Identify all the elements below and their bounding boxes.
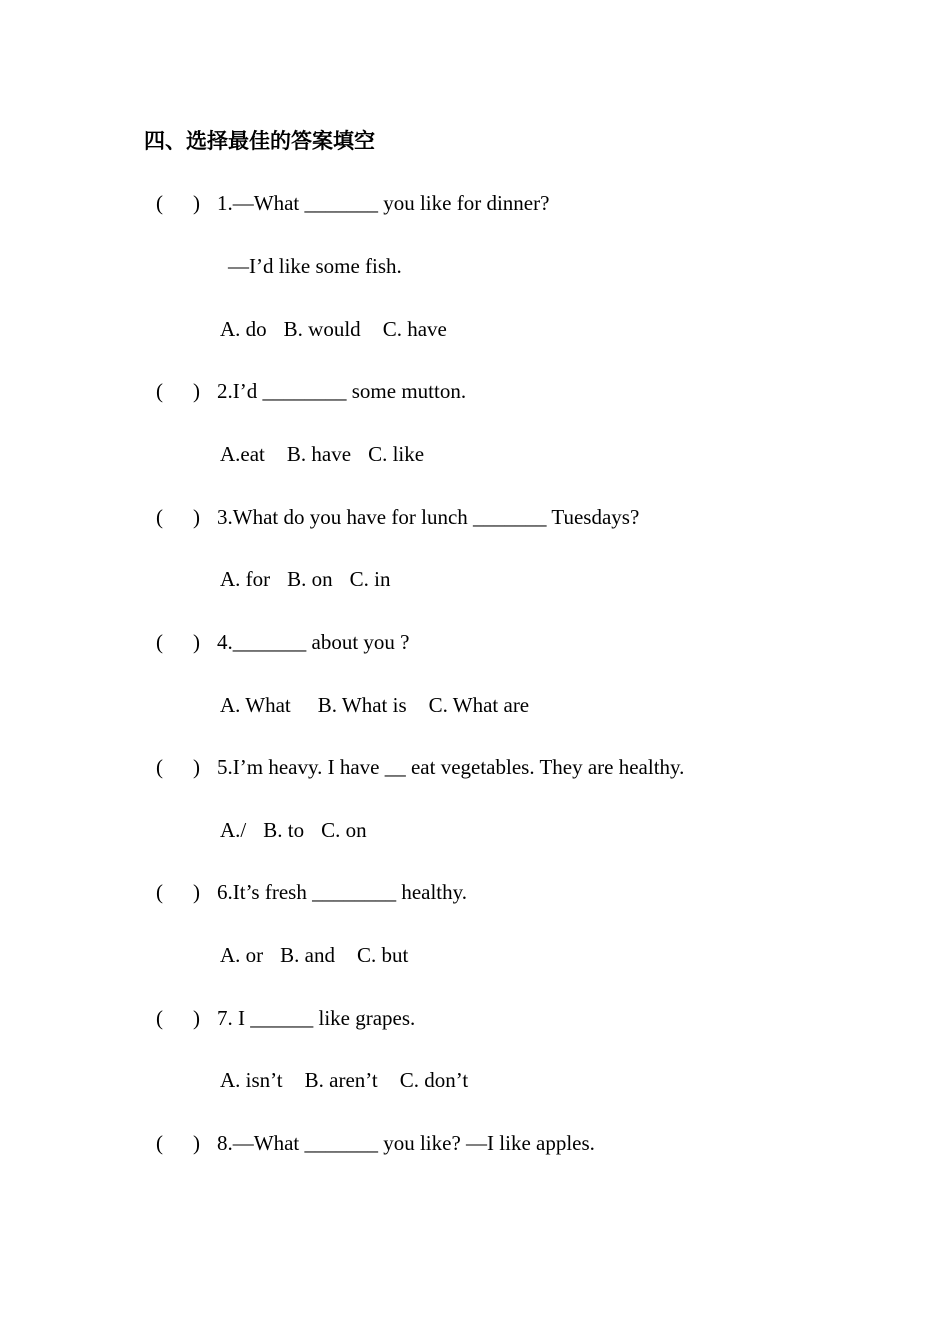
option-b: B. What is: [317, 693, 407, 717]
option-b: B. have: [286, 442, 352, 466]
option-a: A./: [220, 818, 247, 842]
answer-paren-open: (: [156, 191, 163, 215]
option-a: A. or: [220, 943, 264, 967]
option-b: B. would: [283, 317, 361, 341]
option-a: A.eat: [220, 442, 265, 466]
option-c: C. don’t: [399, 1068, 469, 1092]
option-c: C. have: [382, 317, 447, 341]
answer-paren-close: ): [193, 880, 200, 904]
question-text: 2.I’d ________ some mutton.: [217, 379, 467, 403]
question-text: 1.—What _______ you like for dinner?: [217, 191, 550, 215]
answer-paren-close: ): [193, 1006, 200, 1030]
question-text: 4._______ about you ?: [217, 630, 410, 654]
option-a: A. What: [220, 693, 291, 717]
answer-paren-close: ): [193, 630, 200, 654]
answer-paren-close: ): [193, 1131, 200, 1155]
answer-paren-open: (: [156, 755, 163, 779]
option-c: C. but: [357, 943, 409, 967]
option-c: C. like: [368, 442, 425, 466]
question-2-options: [220, 441, 424, 467]
answer-paren-close: ): [193, 191, 200, 215]
answer-paren-open: (: [156, 379, 163, 403]
option-b: B. on: [287, 567, 333, 591]
question-6-options: [220, 942, 408, 968]
option-a: A. do: [220, 317, 267, 341]
option-b: B. and: [280, 943, 335, 967]
answer-paren-close: ): [193, 755, 200, 779]
question-text: 8.—What _______ you like? —I like apples.: [217, 1131, 595, 1155]
question-3-options: [220, 566, 391, 592]
answer-paren-open: (: [156, 630, 163, 654]
option-c: C. on: [321, 818, 367, 842]
question-text: 5.I’m heavy. I have __ eat vegetables. They are healthy.: [217, 755, 685, 779]
option-b: B. to: [263, 818, 305, 842]
answer-paren-open: (: [156, 505, 163, 529]
section-title: 四、选择最佳的答案填空: [144, 129, 375, 153]
question-text: 6.It’s fresh ________ healthy.: [217, 880, 468, 904]
answer-paren-close: ): [193, 379, 200, 403]
question-1-options: [220, 316, 447, 342]
answer-paren-open: (: [156, 1006, 163, 1030]
option-a: A. isn’t: [220, 1068, 283, 1092]
question-text: 7. I ______ like grapes.: [217, 1006, 416, 1030]
question-4-options: [220, 692, 529, 718]
question-text: 3.What do you have for lunch _______ Tuesdays?: [217, 505, 640, 529]
option-c: C. What are: [428, 693, 530, 717]
answer-paren-open: (: [156, 880, 163, 904]
question-1-answer-line: —I’d like some fish.: [228, 254, 402, 278]
option-c: C. in: [349, 567, 391, 591]
option-b: B. aren’t: [304, 1068, 378, 1092]
answer-paren-open: (: [156, 1131, 163, 1155]
option-a: A. for: [220, 567, 271, 591]
answer-paren-close: ): [193, 505, 200, 529]
question-5-options: [220, 817, 367, 843]
question-7-options: [220, 1067, 468, 1093]
